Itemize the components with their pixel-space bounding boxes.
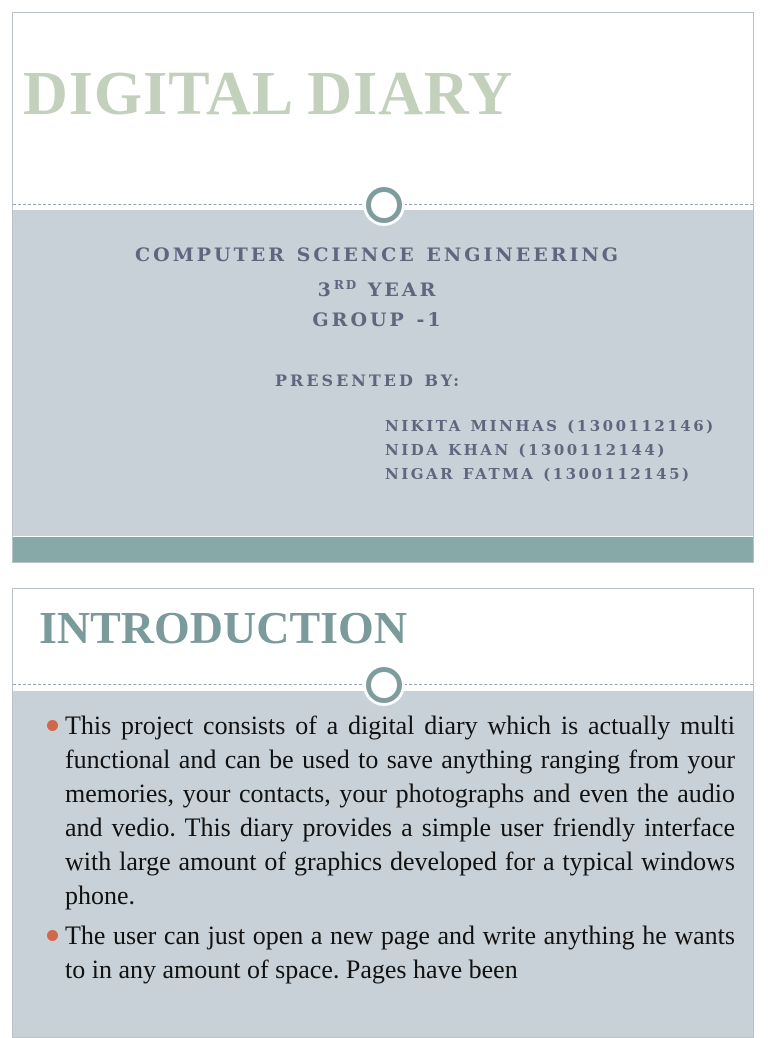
department-label: COMPUTER SCIENCE ENGINEERING [135, 244, 621, 266]
year-number: 3 [317, 279, 334, 301]
slide-title: INTRODUCTION [39, 602, 408, 653]
year-word: YEAR [358, 279, 439, 301]
footer-bar [13, 537, 753, 563]
presenter-name: NIKITA MINHAS (1300112146) [385, 417, 716, 435]
bullet-text: This project consists of a digital diary which is actually multi functional and can be used to save anything ranging from your memories, your contacts, your photographs and even the audio and vedio. This diary provides a simple user friendly interface with large amount of graphics developed for a typical windows phone. [65, 711, 735, 910]
presenter-list [385, 414, 716, 486]
bullet-text: The user can just open a new page and write anything he wants to in any amount of space. Pages have been [65, 921, 735, 984]
slide-title: DIGITAL DIARY [23, 60, 514, 128]
title-area [13, 13, 753, 205]
bullet-dot-icon [47, 930, 58, 941]
presenter-name: NIDA KHAN (1300112144) [385, 441, 667, 459]
circle-ornament-icon [366, 187, 402, 223]
year-ordinal: RD [333, 278, 359, 292]
bullet-item [41, 709, 735, 913]
circle-ornament-icon [366, 667, 402, 703]
bullet-list [41, 709, 735, 993]
presented-by-label: PRESENTED BY: [275, 371, 463, 390]
group-label: GROUP -1 [312, 309, 444, 331]
introduction-slide [12, 588, 754, 1038]
subtitle-block [13, 240, 743, 335]
bullet-item [41, 919, 735, 987]
title-slide [12, 12, 754, 563]
bullet-dot-icon [47, 720, 58, 731]
presenter-name: NIGAR FATMA (1300112145) [385, 465, 692, 483]
year-label [13, 270, 743, 305]
